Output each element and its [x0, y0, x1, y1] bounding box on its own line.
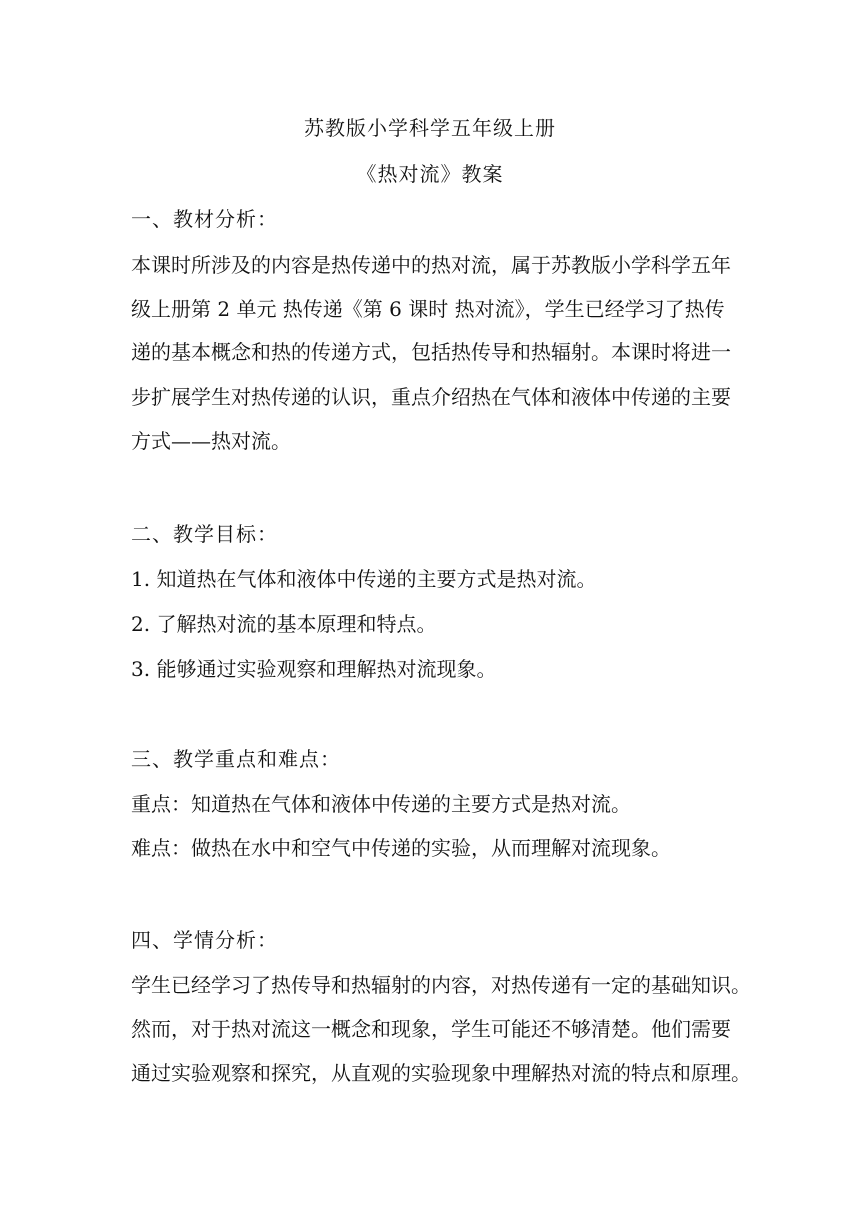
list-item: 2. 了解热对流的基本原理和特点。 [131, 612, 437, 636]
paragraph-line: 难点：做热在水中和空气中传递的实验，从而理解对流现象。 [131, 836, 671, 860]
document-subtitle: 《热对流》教案 [356, 162, 504, 186]
paragraph-line: 本课时所涉及的内容是热传递中的热对流，属于苏教版小学科学五年 [131, 253, 731, 277]
section-heading: 二、教学目标： [131, 522, 278, 546]
paragraph-line: 级上册第 2 单元 热传递《第 6 课时 热对流》，学生已经学习了热传 [131, 297, 725, 321]
paragraph-line: 重点：知道热在气体和液体中传递的主要方式是热对流。 [131, 792, 631, 816]
paragraph-line: 学生已经学习了热传导和热辐射的内容，对热传递有一定的基础知识。 [131, 973, 751, 997]
section-heading: 四、学情分析： [131, 928, 278, 952]
paragraph-line: 递的基本概念和热的传递方式，包括热传导和热辐射。本课时将进一 [131, 340, 731, 364]
paragraph-line: 通过实验观察和探究，从直观的实验现象中理解热对流的特点和原理。 [131, 1061, 751, 1085]
section-heading: 三、教学重点和难点： [131, 747, 341, 771]
paragraph-line: 方式——热对流。 [131, 429, 291, 453]
paragraph-line: 步扩展学生对热传递的认识，重点介绍热在气体和液体中传递的主要 [131, 385, 731, 409]
document-title: 苏教版小学科学五年级上册 [304, 116, 556, 140]
list-item: 1. 知道热在气体和液体中传递的主要方式是热对流。 [131, 567, 597, 591]
section-heading: 一、教材分析： [131, 207, 278, 231]
paragraph-line: 然而，对于热对流这一概念和现象，学生可能还不够清楚。他们需要 [131, 1017, 731, 1041]
list-item: 3. 能够通过实验观察和理解热对流现象。 [131, 657, 497, 681]
